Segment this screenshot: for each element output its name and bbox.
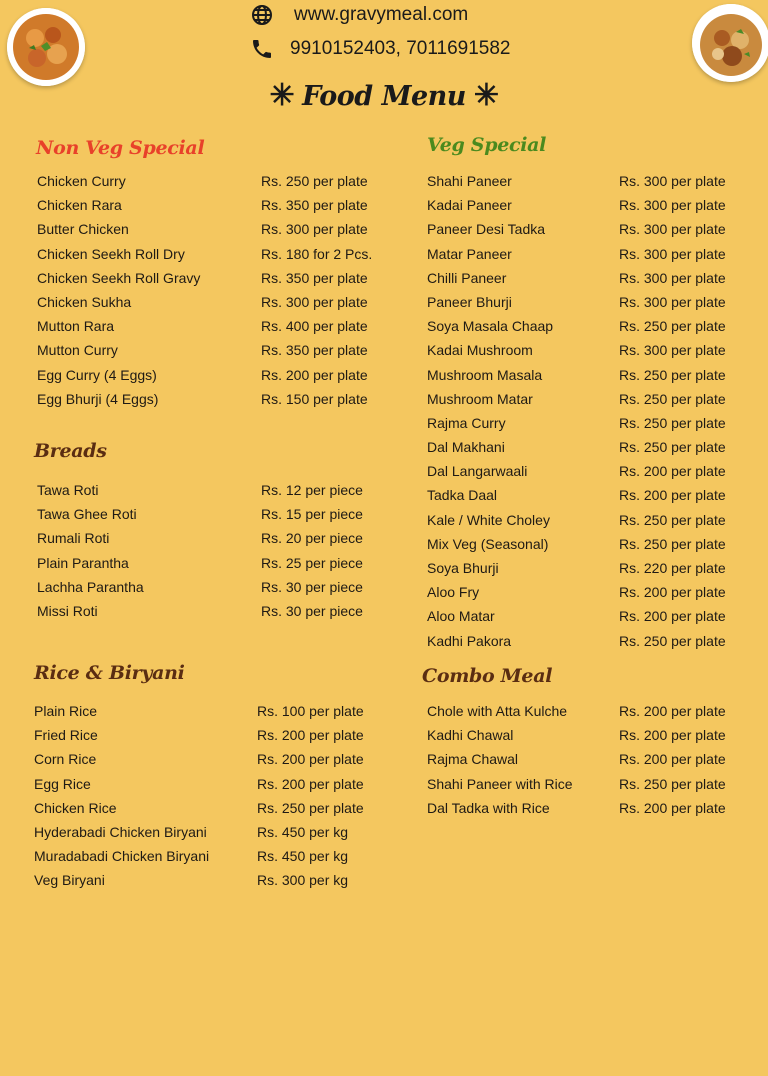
menu-item-name: Paneer Bhurji: [427, 293, 512, 310]
menu-item-name: Matar Paneer: [427, 245, 512, 262]
menu-item-name: Fried Rice: [34, 727, 98, 744]
menu-item-price: Rs. 250 per plate: [619, 390, 726, 407]
menu-item-price: Rs. 220 per plate: [619, 560, 726, 576]
menu-item-price: Rs. 350 per plate: [261, 342, 368, 359]
menu-item-name: Kadhi Pakora: [427, 632, 512, 649]
menu-item-price: Rs. 250 per plate: [619, 632, 726, 649]
menu-item-price: Rs. 200 per plate: [619, 751, 726, 768]
menu-item-price: Rs. 200 per plate: [619, 703, 726, 719]
phone-text[interactable]: 9910152403, 7011691582: [290, 38, 511, 59]
menu-item-price: Rs. 200 per plate: [619, 487, 726, 504]
menu-item-name: Paneer Desi Tadka: [427, 221, 546, 238]
website-text[interactable]: www.gravymeal.com: [294, 4, 469, 25]
menu-item-price: Rs. 450 per kg: [257, 823, 349, 840]
menu-item-price: Rs. 250 per plate: [619, 511, 726, 528]
menu-item-price: Rs. 300 per plate: [619, 221, 726, 238]
menu-item-price: Rs. 300 per kg: [257, 872, 349, 889]
menu-item-name: Veg Biryani: [34, 872, 105, 889]
menu-item-name: Egg Curry (4 Eggs): [37, 366, 157, 383]
menu-item-price: Rs. 250 per plate: [619, 318, 726, 335]
website-row: [250, 3, 468, 27]
menu-item-name: Dal Tadka with Rice: [427, 799, 550, 816]
menu-item-price: Rs. 25 per piece: [261, 554, 363, 571]
title-text: Food Menu: [302, 81, 466, 112]
menu-item-name: Rajma Chawal: [427, 751, 519, 768]
biryani-photo: [692, 4, 768, 82]
menu-item-price: Rs. 300 per plate: [261, 293, 368, 310]
menu-item-name: Chicken Rara: [37, 197, 122, 214]
menu-item-name: Plain Rice: [34, 703, 98, 719]
menu-item-name: Missi Roti: [37, 602, 98, 619]
menu-item-name: Mix Veg (Seasonal): [427, 535, 549, 552]
phone-row: [250, 37, 511, 61]
menu-item-price: Rs. 250 per plate: [257, 799, 364, 816]
menu-item-price: Rs. 250 per plate: [619, 535, 726, 552]
menu-item-name: Soya Masala Chaap: [427, 318, 554, 335]
menu-item-price: Rs. 250 per plate: [619, 366, 726, 383]
menu-item-price: Rs. 450 per kg: [257, 848, 349, 865]
menu-item-price: Rs. 200 per plate: [257, 751, 364, 768]
menu-item-price: Rs. 20 per piece: [261, 530, 363, 547]
menu-item-name: Kale / White Choley: [427, 511, 550, 528]
menu-item-name: Plain Parantha: [37, 554, 129, 571]
menu-item-name: Rajma Curry: [427, 414, 506, 431]
menu-item-name: Chicken Seekh Roll Dry: [37, 245, 185, 262]
menu-item-name: Egg Bhurji (4 Eggs): [37, 390, 159, 407]
menu-item-price: Rs. 15 per piece: [261, 506, 363, 523]
menu-item-name: Tawa Roti: [37, 482, 99, 498]
heading-non-veg-special: Non Veg Special: [36, 137, 205, 159]
menu-item-price: Rs. 200 per plate: [261, 366, 368, 383]
asterisk-icon: ✳: [473, 78, 499, 113]
menu-item-name: Egg Rice: [34, 775, 91, 792]
menu-item-name: Shahi Paneer with Rice: [427, 775, 573, 792]
menu-item-price: Rs. 200 per plate: [619, 463, 726, 480]
heading-rice-biryani: Rice & Biryani: [34, 662, 185, 684]
menu-item-price: Rs. 350 per plate: [261, 197, 368, 214]
menu-item-price: Rs. 250 per plate: [619, 439, 726, 456]
menu-item-name: Chicken Sukha: [37, 293, 132, 310]
menu-item-name: Chicken Seekh Roll Gravy: [37, 269, 201, 286]
menu-item-name: Mushroom Matar: [427, 390, 533, 407]
menu-item-name: Tadka Daal: [427, 487, 498, 504]
globe-icon: [250, 3, 274, 27]
menu-item-name: Shahi Paneer: [427, 173, 512, 189]
menu-item-name: Dal Makhani: [427, 439, 505, 456]
page-title: [0, 78, 768, 113]
heading-breads: Breads: [34, 440, 107, 462]
menu-item-name: Kadhi Chawal: [427, 727, 514, 744]
menu-item-name: Dal Langarwaali: [427, 463, 528, 480]
menu-item-name: Kadai Mushroom: [427, 342, 533, 359]
menu-item-price: Rs. 200 per plate: [257, 775, 364, 792]
menu-item-name: Aloo Fry: [427, 584, 480, 601]
menu-item-name: Mutton Rara: [37, 318, 115, 335]
chicken-curry-photo: [7, 8, 85, 86]
menu-item-name: Chilli Paneer: [427, 269, 507, 286]
menu-item-price: Rs. 30 per piece: [261, 602, 363, 619]
menu-item-price: Rs. 200 per plate: [257, 727, 364, 744]
menu-item-name: Muradabadi Chicken Biryani: [34, 848, 210, 865]
menu-item-price: Rs. 400 per plate: [261, 318, 368, 335]
menu-item-name: Corn Rice: [34, 751, 97, 768]
menu-item-name: Lachha Parantha: [37, 578, 144, 595]
menu-item-name: Rumali Roti: [37, 530, 110, 547]
phone-icon: [250, 37, 274, 61]
menu-item-price: Rs. 30 per piece: [261, 578, 363, 595]
menu-item-price: Rs. 250 per plate: [619, 414, 726, 431]
menu-item-price: Rs. 300 per plate: [619, 197, 726, 214]
menu-item-price: Rs. 300 per plate: [619, 269, 726, 286]
menu-item-price: Rs. 300 per plate: [619, 342, 726, 359]
asterisk-icon: ✳: [269, 78, 295, 113]
menu-item-price: Rs. 200 per plate: [619, 727, 726, 744]
menu-item-price: Rs. 250 per plate: [619, 775, 726, 792]
menu-item-name: Kadai Paneer: [427, 197, 512, 214]
menu-item-name: Mushroom Masala: [427, 366, 543, 383]
menu-item-price: Rs. 300 per plate: [261, 221, 368, 238]
menu-item-price: Rs. 12 per piece: [261, 482, 363, 498]
menu-item-price: Rs. 300 per plate: [619, 173, 726, 189]
menu-item-name: Mutton Curry: [37, 342, 118, 359]
menu-item-price: Rs. 180 for 2 Pcs.: [261, 245, 373, 262]
menu-item-price: Rs. 100 per plate: [257, 703, 364, 719]
menu-item-price: Rs. 350 per plate: [261, 269, 368, 286]
menu-item-name: Chicken Rice: [34, 799, 117, 816]
menu-item-name: Chicken Curry: [37, 173, 126, 189]
menu-item-name: Soya Bhurji: [427, 560, 499, 576]
menu-item-name: Chole with Atta Kulche: [427, 703, 568, 719]
menu-item-price: Rs. 300 per plate: [619, 293, 726, 310]
menu-item-name: Hyderabadi Chicken Biryani: [34, 823, 207, 840]
menu-item-price: Rs. 300 per plate: [619, 245, 726, 262]
menu-item-price: Rs. 200 per plate: [619, 584, 726, 601]
menu-item-price: Rs. 200 per plate: [619, 608, 726, 625]
heading-combo-meal: Combo Meal: [422, 665, 553, 687]
menu-item-name: Aloo Matar: [427, 608, 495, 625]
menu-item-price: Rs. 150 per plate: [261, 390, 368, 407]
menu-item-name: Tawa Ghee Roti: [37, 506, 137, 523]
heading-veg-special: Veg Special: [427, 134, 547, 156]
menu-item-price: Rs. 250 per plate: [261, 173, 368, 189]
menu-item-price: Rs. 200 per plate: [619, 799, 726, 816]
menu-item-name: Butter Chicken: [37, 221, 129, 238]
